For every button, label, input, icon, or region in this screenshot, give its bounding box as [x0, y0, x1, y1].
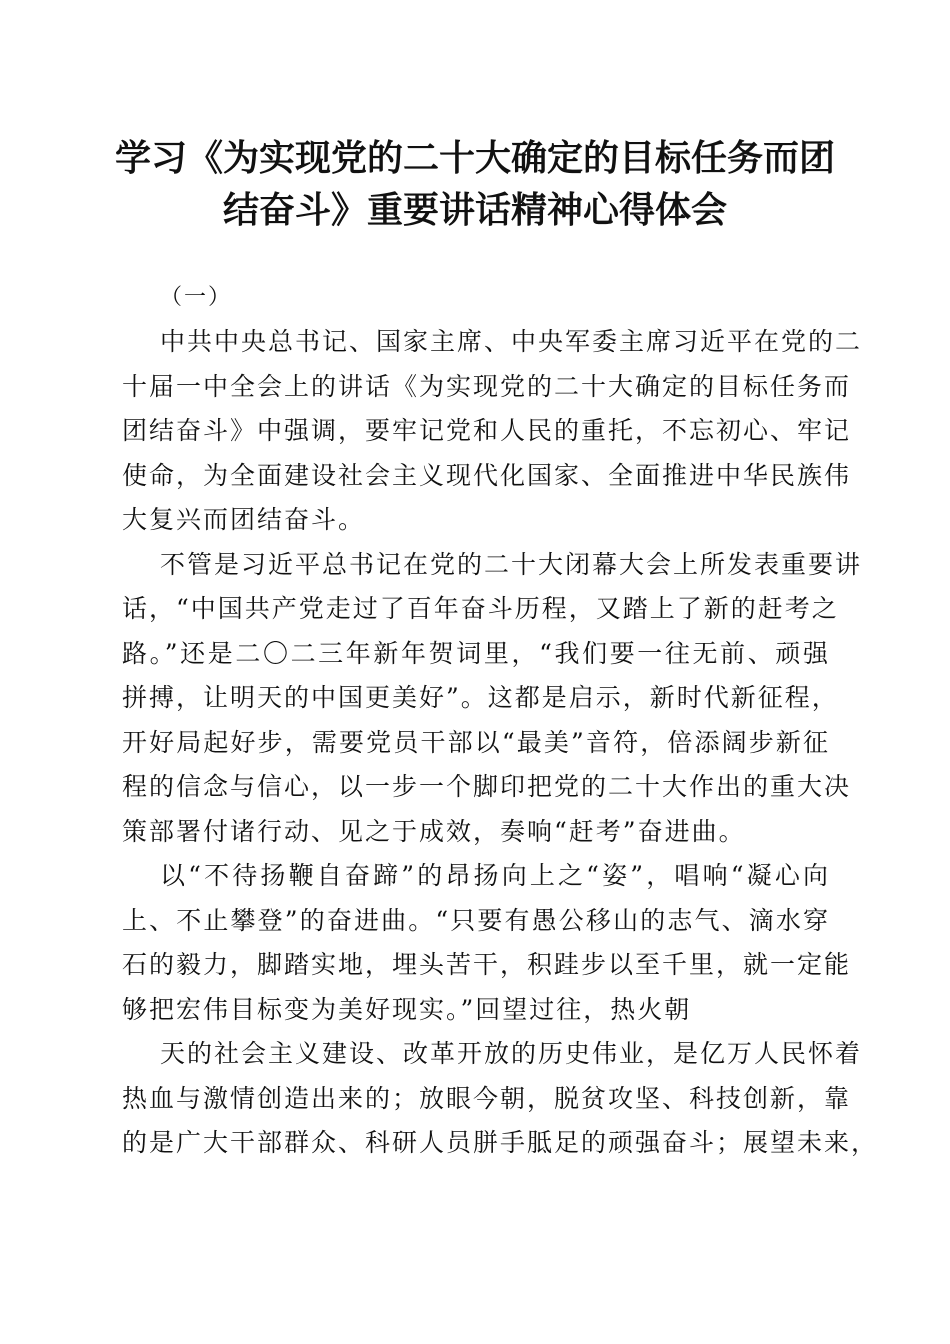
text-line: 以“不待扬鞭自奋蹄”的昂扬向上之“姿”，唱响“凝心向: [160, 861, 830, 890]
text-line: 的是广大干部群众、科研人员胼手胝足的顽强奋斗；展望未来，: [122, 1128, 879, 1157]
text-line: 大复兴而团结奋斗。: [122, 505, 366, 534]
text-line: 够把宏伟目标变为美好现实。”回望过往，热火朝: [122, 995, 692, 1024]
text-line: 开好局起好步，需要党员干部以“最美”音符，倍添阔步新征: [122, 728, 830, 757]
text-line: 团结奋斗》中强调，要牢记党和人民的重托，不忘初心、牢记: [122, 416, 852, 445]
title-line-1: 学习《为实现党的二十大确定的目标任务而团: [114, 138, 835, 179]
text-line: 策部署付诸行动、见之于成效，奏响“赶考”奋进曲。: [122, 817, 746, 846]
text-line: 热血与激情创造出来的；放眼今朝，脱贫攻坚、科技创新，靠: [122, 1084, 852, 1113]
text-line: 拼搏，让明天的中国更美好”。这都是启示，新时代新征程，: [122, 683, 839, 712]
text-line: 上、不止攀登”的奋进曲。“只要有愚公移山的志气、滴水穿: [122, 906, 830, 935]
text-line: 石的毅力，脚踏实地，埋头苦干，积跬步以至千里，就一定能: [122, 950, 852, 979]
text-line: 使命，为全面建设社会主义现代化国家、全面推进中华民族伟: [122, 461, 852, 490]
text-line: 中共中央总书记、国家主席、中央军委主席习近平在党的二: [160, 327, 863, 356]
text-line: 程的信念与信心，以一步一个脚印把党的二十大作出的重大决: [122, 772, 852, 801]
text-line: 话，“中国共产党走过了百年奋斗历程，又踏上了新的赶考之: [122, 594, 839, 623]
document-title: [100, 133, 850, 237]
title-line-2: 结奋斗》重要讲话精神心得体会: [222, 190, 727, 231]
section-marker: （一）: [160, 285, 233, 310]
text-line: 不管是习近平总书记在党的二十大闭幕大会上所发表重要讲: [160, 550, 863, 579]
text-line: 路。”还是二〇二三年新年贺词里，“我们要一往无前、顽强: [122, 639, 830, 668]
text-line: 天的社会主义建设、改革开放的历史伟业，是亿万人民怀着: [160, 1039, 863, 1068]
text-line: 十届一中全会上的讲话《为实现党的二十大确定的目标任务而: [122, 372, 852, 401]
